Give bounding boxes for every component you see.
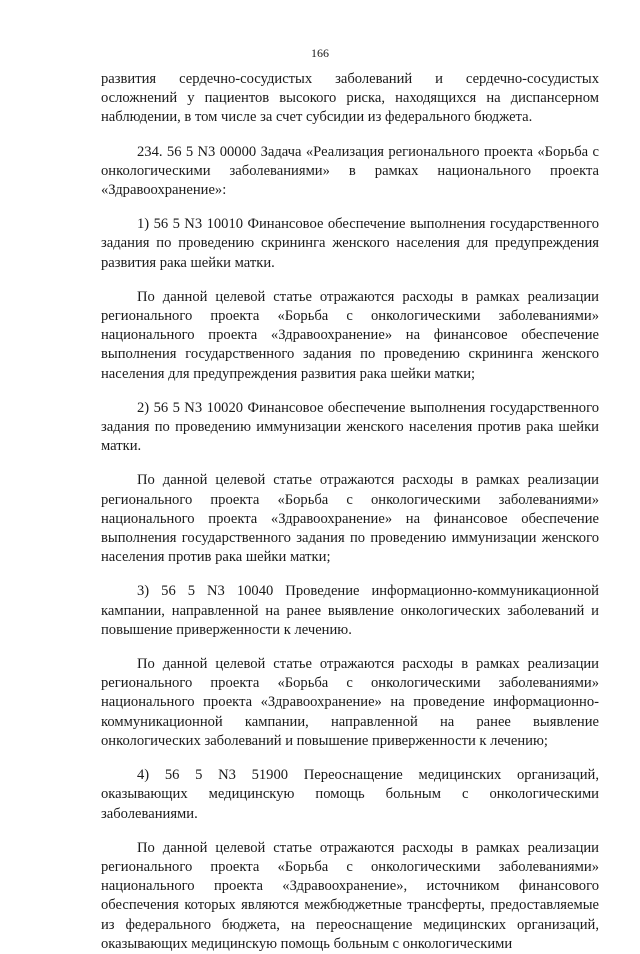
page-number: 166 xyxy=(311,46,329,60)
paragraph-item-4: 4) 56 5 N3 51900 Переоснащение медицинских организаций, оказывающих медицинскую помощь больным с онкологическими заболеваниями. xyxy=(101,767,599,822)
paragraph-item-3: 3) 56 5 N3 10040 Проведение информационно-коммуникационной кампании, направленной на ранее выявление онкологических заболеваний и повышение приверженности к лечению. xyxy=(101,583,599,638)
paragraph-continuation: развития сердечно-сосудистых заболеваний и сердечно-сосудистых осложнений у пациентов высокого риска, находящихся на диспансерном наблюдении, в том числе за счет субсидии из федерального бюджета. xyxy=(101,71,599,126)
paragraph-item-1: 1) 56 5 N3 10010 Финансовое обеспечение выполнения государственного задания по проведению скрининга женского населения для предупреждения развития рака шейки матки. xyxy=(101,216,599,271)
paragraph-item-1-description: По данной целевой статье отражаются расходы в рамках реализации регионального проекта «Борьба с онкологическими заболеваниями» национального проекта «Здравоохранение» на финансовое обеспечение выполнения государственного задания по проведению скрининга женского населения для предупреждения развития рака шейки матки; xyxy=(101,288,599,382)
paragraph-task-234: 234. 56 5 N3 00000 Задача «Реализация регионального проекта «Борьба с онкологическими заболеваниями» в рамках национального проекта «Здравоохранение»: xyxy=(101,143,599,199)
paragraph-item-3-description: По данной целевой статье отражаются расходы в рамках реализации регионального проекта «Борьба с онкологическими заболеваниями» национального проекта «Здравоохранение» на проведение информационно-коммуникационной кампании, направленной на ранее выявление онкологических заболеваний и повышение приверженности к лечению; xyxy=(101,656,599,749)
document-body xyxy=(101,70,599,954)
paragraph-item-2: 2) 56 5 N3 10020 Финансовое обеспечение выполнения государственного задания по проведению иммунизации женского населения против рака шейки матки. xyxy=(101,399,599,455)
paragraph-item-2-description: По данной целевой статье отражаются расходы в рамках реализации регионального проекта «Борьба с онкологическими заболеваниями» национального проекта «Здравоохранение» на финансовое обеспечение выполнения государственного задания по проведению иммунизации женского населения против рака шейки матки; xyxy=(101,472,599,566)
paragraph-item-4-description: По данной целевой статье отражаются расходы в рамках реализации регионального проекта «Борьба с онкологическими заболеваниями» национального проекта «Здравоохранение», источником финансового обеспечения которых являются межбюджетные трансферты, предоставляемые из федерального бюджета, на переоснащение медицинских организаций, оказывающих медицинскую помощь больным с онкологическими xyxy=(101,839,599,952)
